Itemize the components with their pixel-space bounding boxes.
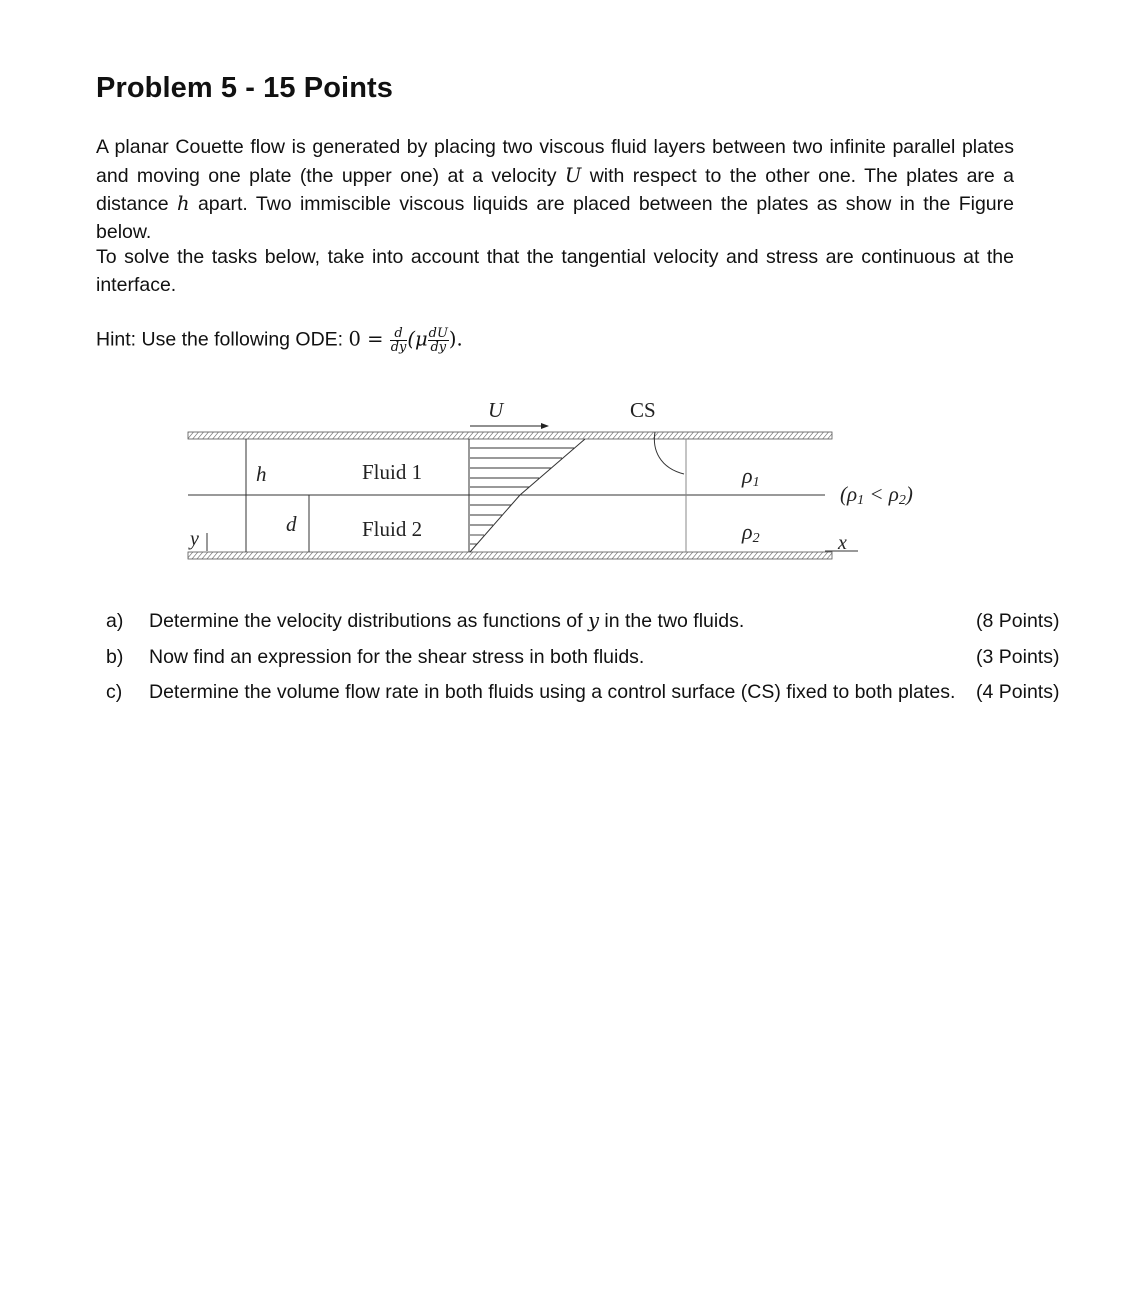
var-U: U: [564, 163, 582, 187]
task-b-label: b): [106, 646, 124, 668]
hint-frac-num-dU: dU: [428, 326, 448, 341]
hint-mu: (μ: [407, 327, 428, 351]
intro-paragraph: [96, 134, 1014, 246]
hint-frac-den-dy: dy: [390, 340, 407, 355]
intro-text-2: with respect to the other one. The plates are a distance: [96, 164, 1014, 215]
task-b-text: Now find an expression for the shear stress in both fluids.: [149, 646, 645, 668]
hint-frac-den-dy2: dy: [430, 340, 447, 355]
hint-frac-dU-dy: [428, 327, 449, 354]
svg-text:(ρ1 < ρ2): (ρ1 < ρ2): [840, 482, 913, 508]
couette-flow-figure: [170, 388, 940, 580]
problem-title: Problem 5 - 15 Points: [96, 72, 394, 104]
svg-text:ρ2: ρ2: [742, 519, 760, 546]
task-a-label: a): [106, 610, 124, 632]
label-rho-1: [741, 463, 760, 490]
task-a-points: (8 Points): [976, 610, 1060, 632]
var-h: h: [177, 192, 190, 215]
density-relation: [840, 482, 913, 508]
label-rho-2: [741, 519, 760, 546]
label-U: U: [488, 398, 504, 422]
label-fluid-1: Fluid 1: [362, 460, 423, 484]
label-y: y: [190, 528, 199, 550]
task-b-points: (3 Points): [976, 646, 1060, 668]
label-CS: CS: [630, 398, 656, 422]
upper-plate: [188, 432, 832, 439]
intro-text-3: apart. Two immiscible viscous liquids are placed between the plates as show in the Figure below.: [96, 193, 1014, 243]
intro-text-1: A planar Couette flow is generated by placing two viscous fluid layers between two infinite parallel plates and moving one plate (the upper one) at a velocity: [96, 136, 1014, 187]
label-x: x: [838, 532, 847, 554]
label-d: d: [286, 512, 297, 536]
task-c-points: (4 Points): [976, 681, 1060, 703]
hint-prefix: Hint: Use the following ODE:: [96, 328, 349, 351]
hint-frac-d-dy: [390, 327, 408, 354]
svg-text:ρ1: ρ1: [742, 463, 760, 490]
label-h: h: [256, 462, 267, 486]
task-c-label: c): [106, 681, 123, 703]
hint-line: [96, 327, 463, 354]
hint-frac-num-d: d: [390, 327, 408, 341]
hint-zero: 0 =: [348, 327, 390, 351]
task-c-text: Determine the volume flow rate in both fluids using a control surface (CS) fixed to both plates.: [149, 681, 956, 703]
task-a-text: Determine the velocity distributions as functions of y in the two fluids.: [149, 609, 745, 632]
hint-suffix: ).: [448, 327, 463, 351]
interface-paragraph: To solve the tasks below, take into account that the tangential velocity and stress are continuous at the interface.: [96, 246, 1014, 296]
lower-plate: [188, 552, 832, 559]
label-fluid-2: Fluid 2: [362, 517, 423, 541]
